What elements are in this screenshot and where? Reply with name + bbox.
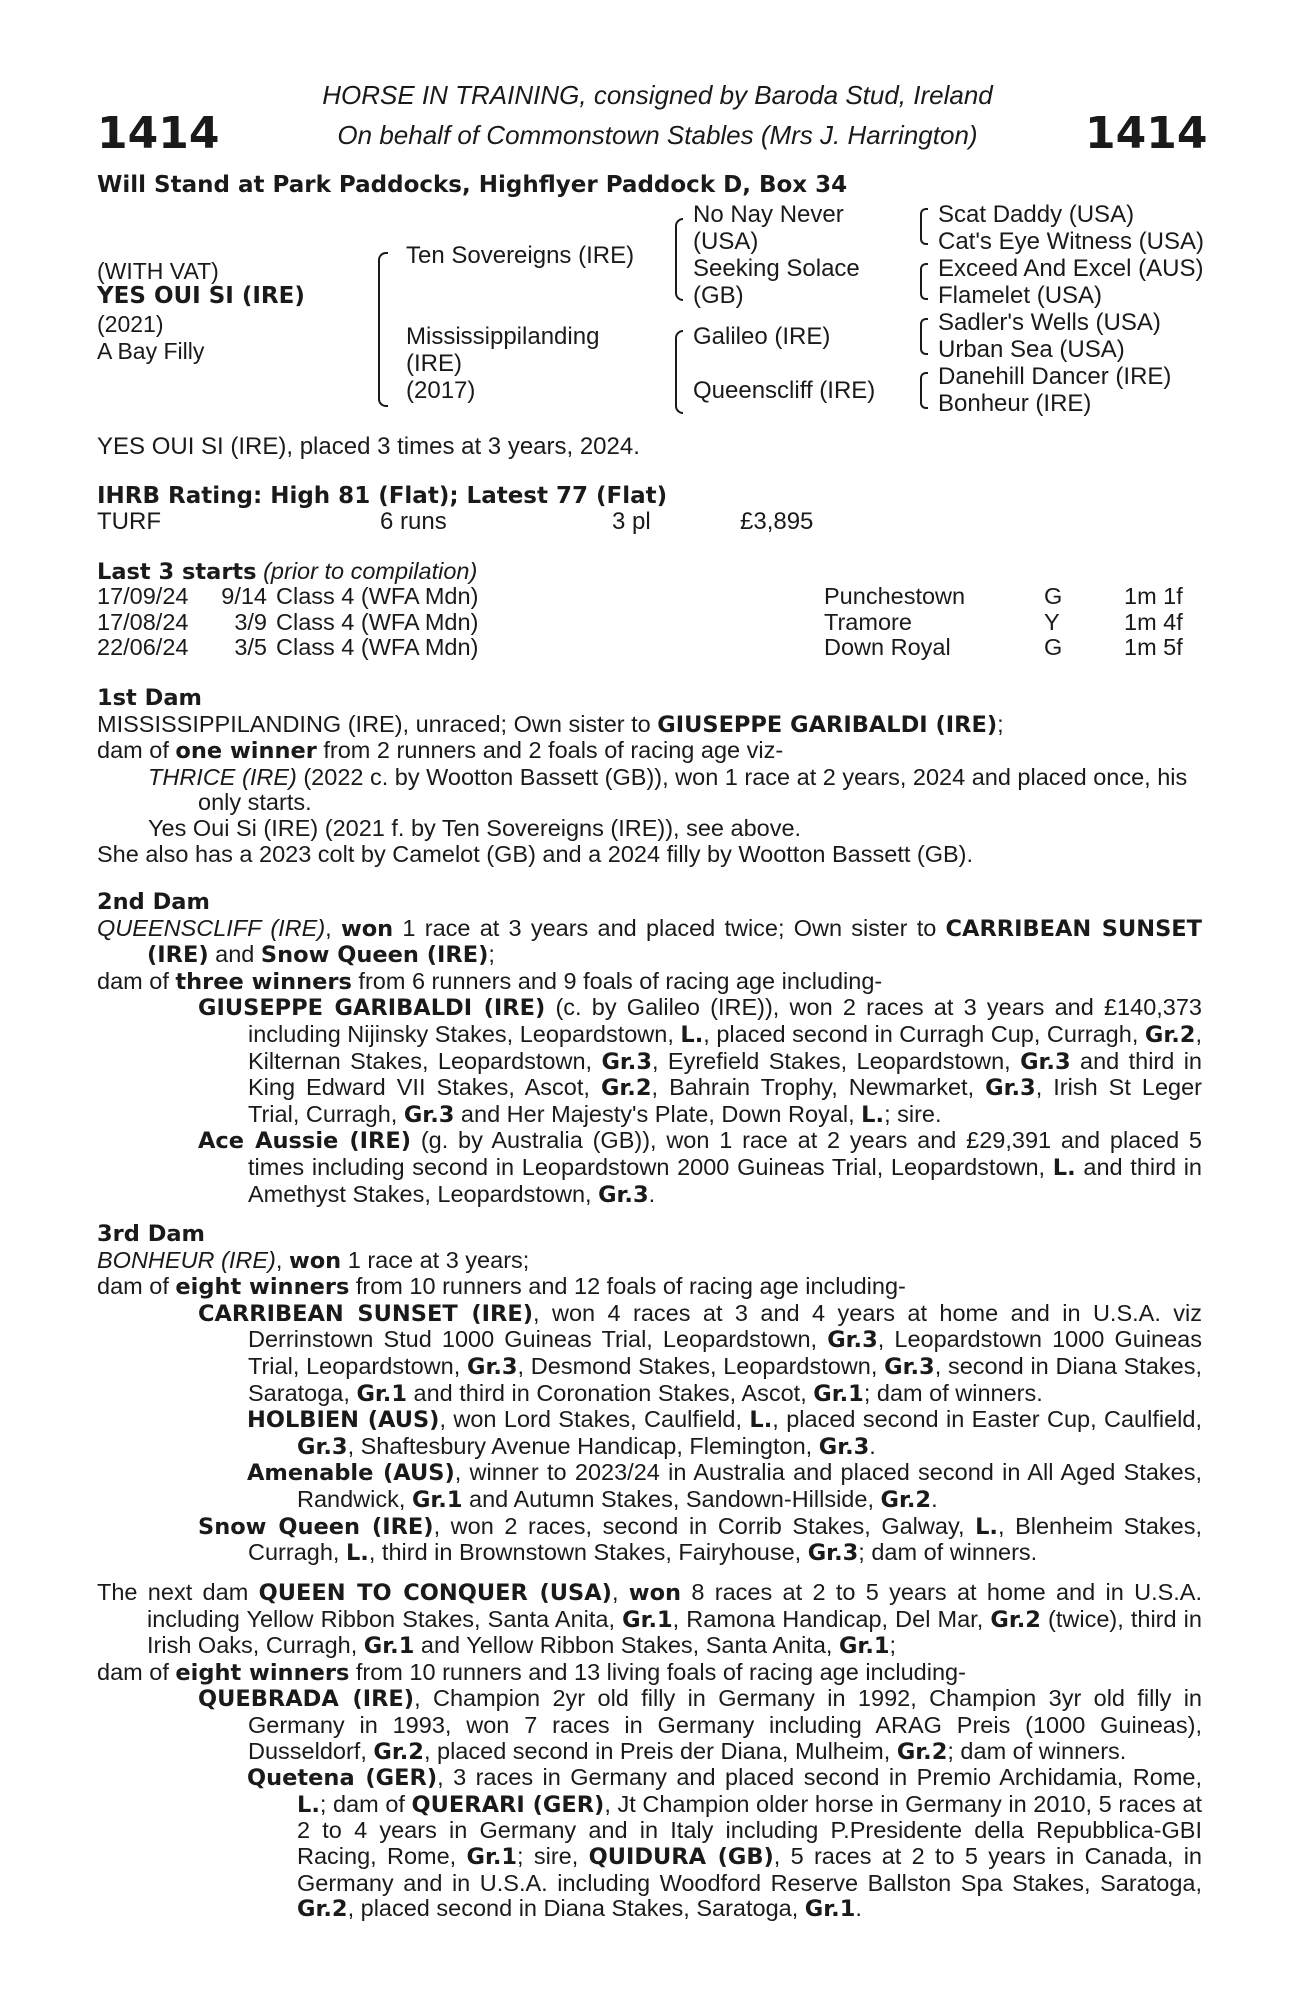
text: , third in Brownstown Stakes, Fairyhouse, xyxy=(368,1539,808,1566)
pedigree-dss: Sadler's Wells (USA) xyxy=(938,309,1161,336)
text: . xyxy=(855,1895,862,1922)
third-dam-line2 xyxy=(97,1274,1202,1301)
pedigree-dam-year: (2017) xyxy=(406,377,476,404)
rating-placed: 3 pl xyxy=(612,508,651,535)
text: (c. by Galileo (IRE)), won 2 races at 3 years and £140,373 including Nijinsky Stakes, Leopardstown, xyxy=(248,994,1202,1047)
text-bold: won xyxy=(628,1580,682,1606)
race-summary: YES OUI SI (IRE), placed 3 times at 3 years, 2024. xyxy=(97,433,640,460)
text-bold: CARRIBEAN SUNSET (IRE) xyxy=(198,1300,534,1327)
text-bold: Gr.3 xyxy=(403,1101,455,1128)
text-bold: GIUSEPPE GARIBALDI (IRE) xyxy=(657,711,998,738)
start-going: G xyxy=(1044,634,1063,661)
text: , 3 races in Germany and placed second in Premio Archidamia, Rome, xyxy=(437,1764,1202,1791)
text-bold: Gr.3 xyxy=(818,1433,870,1460)
text: , won 2 races, second in Corrib Stakes, Galway, xyxy=(433,1512,976,1539)
text: ; xyxy=(889,1632,897,1659)
text-bold: Gr.2 xyxy=(990,1606,1041,1633)
start-date: 22/06/24 xyxy=(97,634,189,661)
text-bold: Gr.3 xyxy=(1020,1048,1071,1075)
next-dam-section xyxy=(97,1580,1202,1923)
text-bold: L. xyxy=(1052,1154,1076,1181)
pedigree-brace-dd xyxy=(920,372,928,409)
next-dam-line1 xyxy=(97,1580,1202,1660)
text: , Irish St Leger Trial, Curragh, xyxy=(248,1074,1203,1127)
text: ; xyxy=(488,941,495,968)
text: ; dam of winners. xyxy=(858,1539,1038,1566)
text-bold: Gr.1 xyxy=(411,1486,463,1513)
text: from 2 runners and 2 foals of racing age viz- xyxy=(316,737,784,764)
start-date: 17/09/24 xyxy=(97,583,189,609)
text: , placed second in Diana Stakes, Saratoga, xyxy=(347,1895,805,1922)
text: (twice), third in Irish Oaks, Curragh, xyxy=(147,1605,1202,1659)
text-bold: Snow Queen (IRE) xyxy=(198,1513,434,1540)
text-italic: THRICE (IRE) xyxy=(148,763,297,790)
text: , Leopardstown 1000 Guineas Trial, Leopardstown, xyxy=(248,1326,1203,1379)
text: from 10 runners and 13 living foals of racing age including- xyxy=(349,1658,966,1685)
text-bold: L. xyxy=(861,1101,885,1128)
text: (g. by Australia (GB)), won 1 race at 2 years and £29,391 and placed 5 times including second in Leopardstown 2000 Guineas Trial, Leopardstown, xyxy=(248,1127,1202,1180)
last-starts-heading xyxy=(97,558,477,585)
text-bold: QUEEN TO CONQUER (USA) xyxy=(258,1580,612,1606)
pedigree-sire-sire-country: (USA) xyxy=(693,228,759,255)
next-dam-produce-1 xyxy=(97,1686,1202,1765)
pedigree-sire: Ten Sovereigns (IRE) xyxy=(406,242,635,269)
text-bold: GIUSEPPE GARIBALDI (IRE) xyxy=(198,995,546,1022)
text-bold: HOLBIEN (AUS) xyxy=(247,1407,440,1434)
rating-earnings: £3,895 xyxy=(740,508,814,535)
text-bold: Gr.2 xyxy=(373,1738,424,1765)
last-starts-note: (prior to compilation) xyxy=(263,558,478,584)
pedigree-brace-ds xyxy=(920,318,928,355)
text-bold: Gr.2 xyxy=(600,1075,652,1102)
first-dam-produce-1 xyxy=(97,765,1202,816)
text-bold: Gr.3 xyxy=(884,1353,935,1380)
first-dam-line1 xyxy=(97,712,1202,739)
text-bold: Gr.1 xyxy=(466,1843,518,1870)
text: , won Lord Stakes, Caulfield, xyxy=(439,1406,750,1433)
text: dam of xyxy=(97,1658,176,1685)
horse-year: (2021) xyxy=(97,311,164,337)
first-dam-section xyxy=(97,686,1202,867)
pedigree-brace-dam xyxy=(675,330,683,414)
pedigree-sss: Scat Daddy (USA) xyxy=(938,201,1135,228)
last-starts-title: Last 3 starts xyxy=(97,559,257,585)
pedigree-dam-country: (IRE) xyxy=(406,350,462,377)
third-dam-grandproduce-2 xyxy=(97,1460,1202,1513)
first-dam-produce-2: Yes Oui Si (IRE) (2021 f. by Ten Sovereigns (IRE)), see above. xyxy=(148,814,802,841)
text-bold: Gr.3 xyxy=(827,1327,878,1354)
text-bold: Gr.3 xyxy=(601,1048,653,1075)
text-bold: Gr.1 xyxy=(813,1380,864,1407)
text-bold: QUIDURA (GB) xyxy=(588,1843,774,1870)
text-bold: Gr.2 xyxy=(896,1738,948,1765)
text-bold: Quetena (GER) xyxy=(247,1765,438,1792)
text-bold: L. xyxy=(297,1791,320,1818)
text: , placed second in Easter Cup, Caulfield, xyxy=(772,1406,1202,1433)
text: , placed second in Curragh Cup, Curragh, xyxy=(703,1020,1145,1047)
second-dam-line2 xyxy=(97,969,1202,996)
table-row xyxy=(97,635,1183,661)
start-race: Class 4 (WFA Mdn) xyxy=(276,583,479,609)
third-dam-heading: 3rd Dam xyxy=(97,1221,205,1247)
second-dam-line1 xyxy=(97,916,1202,969)
text: , Kilternan Stakes, Leopardstown, xyxy=(248,1020,1202,1074)
text: . xyxy=(931,1485,938,1512)
text: dam of xyxy=(97,1273,176,1300)
text-bold: Gr.1 xyxy=(363,1633,415,1660)
text: MISSISSIPPILANDING (IRE), unraced; Own sister to xyxy=(97,710,658,737)
text-bold: Gr.1 xyxy=(804,1896,856,1923)
start-race: Class 4 (WFA Mdn) xyxy=(276,634,479,661)
text-bold: Amenable (AUS) xyxy=(247,1460,455,1487)
text-bold: Snow Queen (IRE) xyxy=(260,942,489,969)
vendor-line: On behalf of Commonstown Stables (Mrs J. Harrington) xyxy=(337,120,978,150)
text: . xyxy=(648,1180,656,1207)
horse-name: YES OUI SI (IRE) xyxy=(97,283,305,309)
text: from 10 runners and 12 foals of racing age including- xyxy=(349,1273,906,1300)
text: 1 race at 3 years and placed twice; Own sister to xyxy=(393,914,946,941)
start-distance: 1m 4f xyxy=(1124,608,1183,635)
text: ; xyxy=(997,710,1004,737)
text: , Shaftesbury Avenue Handicap, Flemington, xyxy=(347,1432,819,1459)
text-bold: L. xyxy=(345,1540,369,1567)
text: ; sire, xyxy=(517,1842,589,1869)
text-bold: Gr.3 xyxy=(807,1540,859,1567)
text-bold: eight winners xyxy=(175,1274,350,1301)
second-dam-heading: 2nd Dam xyxy=(97,889,210,915)
pedigree-brace-main xyxy=(378,252,388,407)
text: , Jt Champion older horse in Germany in 2010, 5 races at 2 to 4 years in Germany and in Italy including P.Presidente della Repubblica-GBI Racing, Rome, xyxy=(297,1790,1202,1869)
text-bold: won xyxy=(340,915,394,942)
third-dam-produce-1 xyxy=(97,1301,1202,1407)
third-dam-grandproduce-1 xyxy=(97,1407,1202,1460)
start-course: Punchestown xyxy=(824,583,966,609)
start-distance: 1m 5f xyxy=(1124,634,1183,661)
text: , Desmond Stakes, Leopardstown, xyxy=(517,1352,885,1379)
text: ; dam of xyxy=(319,1790,412,1817)
text: from 6 runners and 9 foals of racing age including- xyxy=(351,967,883,994)
text-bold: Gr.1 xyxy=(622,1606,673,1633)
pedigree-sire-dam: Seeking Solace xyxy=(693,255,860,282)
third-dam-produce-2 xyxy=(97,1514,1202,1567)
third-dam-line1 xyxy=(97,1248,1202,1275)
text-bold: CARRIBEAN SUNSET (IRE) xyxy=(147,915,1203,969)
pedigree-dam-dam: Queenscliff (IRE) xyxy=(693,377,876,404)
vat-label: (WITH VAT) xyxy=(97,258,219,284)
text: , 5 races at 2 to 5 years in Canada, in Germany and in U.S.A. including Woodford Reserve Ballston Spa Stakes, Saratoga, xyxy=(297,1842,1202,1896)
text-bold: Gr.3 xyxy=(985,1075,1036,1102)
text: (2022 c. by Wootton Bassett (GB)), won 1 race at 2 years, 2024 and placed once, his only starts. xyxy=(198,763,1188,816)
text-bold: Gr.2 xyxy=(297,1896,348,1923)
text: The next dam xyxy=(97,1579,259,1605)
next-dam-grandproduce-1 xyxy=(97,1765,1202,1923)
start-race: Class 4 (WFA Mdn) xyxy=(276,608,479,635)
text: . xyxy=(869,1432,876,1459)
text-bold: Gr.2 xyxy=(880,1486,932,1513)
consignor-line: HORSE IN TRAINING, consigned by Baroda Stud, Ireland xyxy=(322,80,993,110)
text-bold: QUERARI (GER) xyxy=(411,1791,605,1818)
text-bold: Gr.3 xyxy=(466,1353,518,1380)
start-date: 17/08/24 xyxy=(97,608,189,635)
table-row xyxy=(97,584,1183,610)
first-dam-line2 xyxy=(97,738,1202,765)
next-dam-line2 xyxy=(97,1660,1202,1687)
text: , xyxy=(275,1246,289,1273)
text: , placed second in Preis der Diana, Mulheim, xyxy=(423,1737,897,1764)
text-bold: won xyxy=(288,1247,342,1274)
rating-surface: TURF xyxy=(97,508,161,535)
rating-title: IHRB Rating: High 81 (Flat); Latest 77 (Flat) xyxy=(97,483,668,509)
second-dam-section xyxy=(97,890,1202,1208)
pedigree-dam-name: Mississippilanding xyxy=(406,323,600,350)
text: and Autumn Stakes, Sandown-Hillside, xyxy=(462,1485,881,1512)
text: ; dam of winners. xyxy=(947,1737,1127,1764)
first-dam-heading: 1st Dam xyxy=(97,685,202,711)
lot-number-right: 1414 xyxy=(1085,108,1208,159)
text: , Ramona Handicap, Del Mar, xyxy=(672,1605,991,1632)
text: 1 race at 3 years; xyxy=(341,1246,530,1273)
text-bold: Gr.1 xyxy=(356,1380,407,1407)
text-bold: QUEBRADA (IRE) xyxy=(198,1686,415,1713)
pedigree-brace-sire xyxy=(675,218,683,301)
pedigree-sire-sire: No Nay Never xyxy=(693,201,844,228)
text-bold: one winner xyxy=(175,738,317,765)
pedigree-ssd: Cat's Eye Witness (USA) xyxy=(938,228,1204,255)
text: , xyxy=(325,914,341,941)
start-position: 3/5 xyxy=(234,634,267,661)
text: , Blenheim Stakes, Curragh, xyxy=(248,1512,1202,1566)
pedigree-sire-dam-country: (GB) xyxy=(693,282,744,309)
start-distance: 1m 1f xyxy=(1124,583,1183,609)
last-starts-table xyxy=(97,584,1183,661)
text-bold: three winners xyxy=(175,968,352,995)
text: and Yellow Ribbon Stakes, Santa Anita, xyxy=(414,1632,839,1659)
pedigree-sdd: Flamelet (USA) xyxy=(938,282,1103,309)
text-bold: Gr.3 xyxy=(598,1181,649,1208)
start-going: G xyxy=(1044,583,1063,609)
second-dam-produce-2 xyxy=(97,1128,1202,1208)
start-course: Tramore xyxy=(824,608,912,635)
text: , second in Diana Stakes, Saratoga, xyxy=(248,1352,1202,1406)
text: dam of xyxy=(97,967,176,994)
text: , Eyrefield Stakes, Leopardstown, xyxy=(652,1047,1021,1074)
text: 8 races at 2 to 5 years at home and in U.S.A. including Yellow Ribbon Stakes, Santa Anita, xyxy=(147,1579,1203,1632)
rating-runs: 6 runs xyxy=(380,508,447,535)
text-bold: Ace Aussie (IRE) xyxy=(198,1128,412,1155)
text: and Her Majesty's Plate, Down Royal, xyxy=(454,1100,862,1127)
text: ; sire. xyxy=(884,1100,942,1127)
location-line: Will Stand at Park Paddocks, Highflyer Paddock D, Box 34 xyxy=(97,172,848,198)
text-bold: L. xyxy=(680,1021,704,1048)
text: , won 4 races at 3 and 4 years at home and in U.S.A. viz Derrinstown Stud 1000 Guineas Trial, Leopardstown, xyxy=(248,1299,1202,1353)
pedigree-ddd: Bonheur (IRE) xyxy=(938,390,1092,417)
horse-description: A Bay Filly xyxy=(97,338,205,364)
text: , Champion 2yr old filly in Germany in 1992, Champion 3yr old filly in Germany in 1993, won 7 races in Germany including ARAG Preis (1000 Guineas), Dusseldorf, xyxy=(248,1685,1202,1764)
text: ; dam of winners. xyxy=(863,1379,1043,1406)
pedigree-dds: Danehill Dancer (IRE) xyxy=(938,363,1172,390)
first-dam-note: She also has a 2023 colt by Camelot (GB) and a 2024 filly by Wootton Bassett (GB). xyxy=(97,840,974,867)
pedigree-dsd: Urban Sea (USA) xyxy=(938,336,1125,363)
text-bold: Gr.3 xyxy=(297,1433,348,1460)
text: and third in Coronation Stakes, Ascot, xyxy=(407,1379,814,1406)
text-bold: eight winners xyxy=(175,1659,350,1686)
text-italic: QUEENSCLIFF (IRE) xyxy=(97,914,326,941)
pedigree-brace-ss xyxy=(920,208,928,245)
text: , xyxy=(611,1579,629,1605)
text: , Bahrain Trophy, Newmarket, xyxy=(651,1074,986,1101)
third-dam-section xyxy=(97,1222,1202,1567)
text-bold: Gr.2 xyxy=(1144,1021,1196,1048)
text: dam of xyxy=(97,737,176,764)
start-position: 9/14 xyxy=(221,583,267,609)
text: and third in Amethyst Stakes, Leopardstown, xyxy=(248,1153,1202,1207)
text: and xyxy=(208,941,261,968)
start-going: Y xyxy=(1044,608,1060,635)
text-bold: L. xyxy=(749,1407,773,1434)
text-bold: Gr.1 xyxy=(838,1633,890,1660)
second-dam-produce-1 xyxy=(97,995,1202,1128)
pedigree-brace-sd xyxy=(920,263,928,300)
lot-number-left: 1414 xyxy=(97,108,220,159)
text-italic: BONHEUR (IRE) xyxy=(97,1246,276,1273)
pedigree-dam-sire: Galileo (IRE) xyxy=(693,323,831,350)
text-bold: L. xyxy=(975,1513,998,1540)
start-position: 3/9 xyxy=(234,608,267,635)
text: and third in King Edward VII Stakes, Ascot, xyxy=(248,1047,1202,1101)
table-row xyxy=(97,610,1183,636)
start-course: Down Royal xyxy=(824,634,951,661)
pedigree-sds: Exceed And Excel (AUS) xyxy=(938,255,1204,282)
text: , winner to 2023/24 in Australia and placed second in All Aged Stakes, Randwick, xyxy=(297,1459,1202,1512)
